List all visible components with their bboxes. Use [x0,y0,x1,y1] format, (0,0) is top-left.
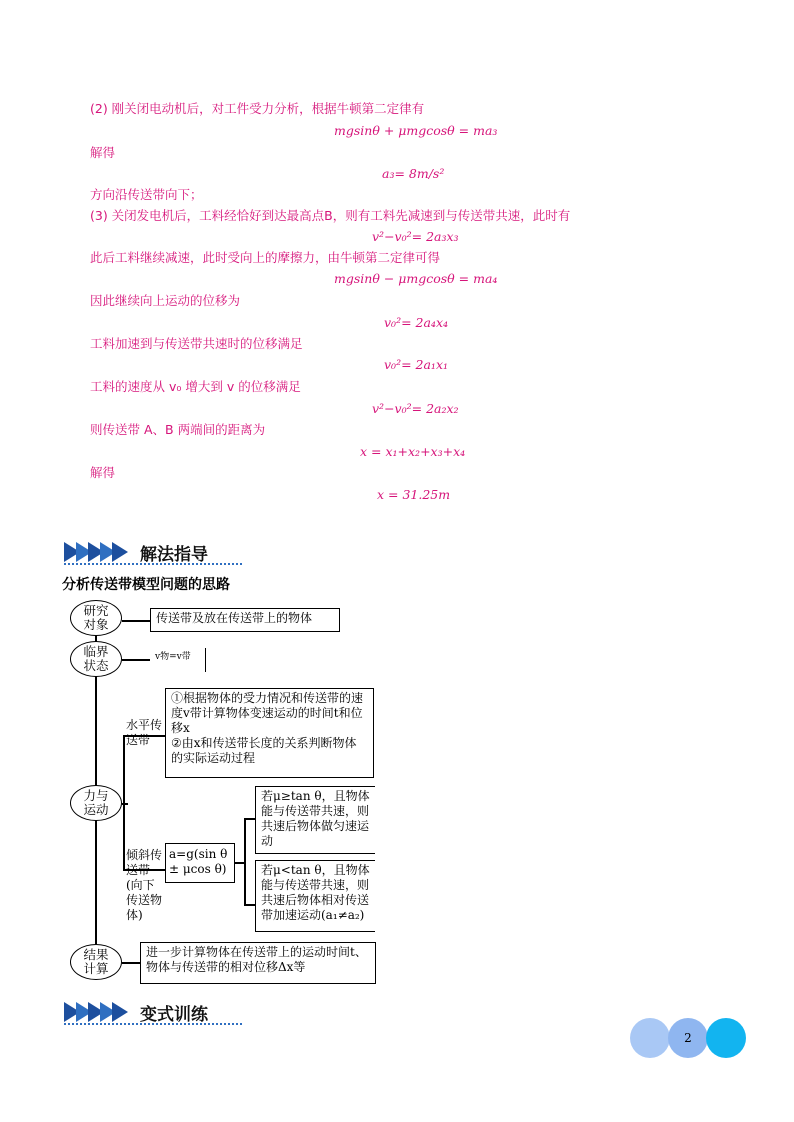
accel-text: 工料加速到与传送带共速时的位移满足 [90,336,303,351]
equation-7: v²−v₀²= 2a₂x₂ [372,401,459,416]
equation-5: v₀²= 2a₄x₄ [384,315,449,330]
divider [64,1023,242,1025]
node-result: 结果计算 [70,944,122,980]
chevron-arrows-icon [64,1002,124,1022]
subheading: 分析传送带模型问题的思路 [62,577,230,593]
page-number: 2 [668,1018,708,1058]
connector-line [122,620,150,622]
result-box: 进一步计算物体在传送带上的运动时间t、物体与传送带的相对位移Δx等 [140,942,376,984]
chevron-arrows-icon [64,542,124,562]
node-force-motion: 力与运动 [70,785,122,821]
equation-1: mgsinθ + μmgcosθ = ma₃ [334,123,498,138]
section-header-method [64,539,208,565]
section-title: 变式训练 [140,1004,208,1025]
part3-intro: (3) 关闭发电机后，工料经恰好到达最高点B，则有工料先减速到与传送带共速，此时有 [90,208,571,223]
equation-4: mgsinθ − μmgcosθ = ma₄ [334,271,498,286]
accel-formula-box: a=g(sin θ ± μcos θ) [165,843,235,883]
continue-up-text: 因此继续向上运动的位移为 [90,293,241,308]
equation-8: x = x₁+x₂+x₃+x₄ [360,444,466,459]
decor-circle [630,1018,670,1058]
connector-line [244,818,246,904]
speed-text: 工料的速度从 v₀ 增大到 v 的位移满足 [90,379,301,394]
distance-text: 则传送带 A、B 两端间的距离为 [90,422,266,437]
critical-box: v物=v带 [150,648,206,672]
node-research: 研究对象 [70,600,122,636]
page-number-badge [630,1018,750,1060]
solve-label-2: 解得 [90,465,116,480]
divider [64,563,242,565]
case-1-box: 若μ≥tan θ，且物体能与传送带共速，则共速后物体做匀速运动 [255,786,375,854]
after-text: 此后工料继续减速，此时受向上的摩擦力，由牛顿第二定律可得 [90,250,441,265]
equation-6: v₀²= 2a₁x₁ [384,357,449,372]
research-box: 传送带及放在传送带上的物体 [150,608,340,632]
connector-line [122,962,140,964]
connector-line [122,659,150,661]
case-2-box: 若μ<tan θ，且物体能与传送带共速，则共速后物体相对传送带加速运动(a₁≠a₂) [255,860,375,932]
equation-2: a₃= 8m/s² [382,166,445,181]
direction-text: 方向沿传送带向下； [90,187,203,202]
section-title: 解法指导 [140,544,208,565]
horizontal-box: ①根据物体的受力情况和传送带的速度v带计算物体变速运动的时间t和位移x ②由x和传送带长度的关系判断物体的实际运动过程 [165,688,374,778]
section-header-practice [64,999,208,1025]
equation-9: x = 31.25m [377,487,451,502]
decor-circle [706,1018,746,1058]
node-critical: 临界状态 [70,641,122,677]
solve-label-1: 解得 [90,145,116,160]
label-inclined: 倾斜传送带(向下传送物体) [126,848,163,922]
label-horizontal: 水平传送带 [126,718,163,747]
equation-3: v²−v₀²= 2a₃x₃ [372,229,459,244]
part2-intro: (2) 刚关闭电动机后，对工件受力分析，根据牛顿第二定律有 [90,101,425,116]
connector-line [123,735,125,870]
